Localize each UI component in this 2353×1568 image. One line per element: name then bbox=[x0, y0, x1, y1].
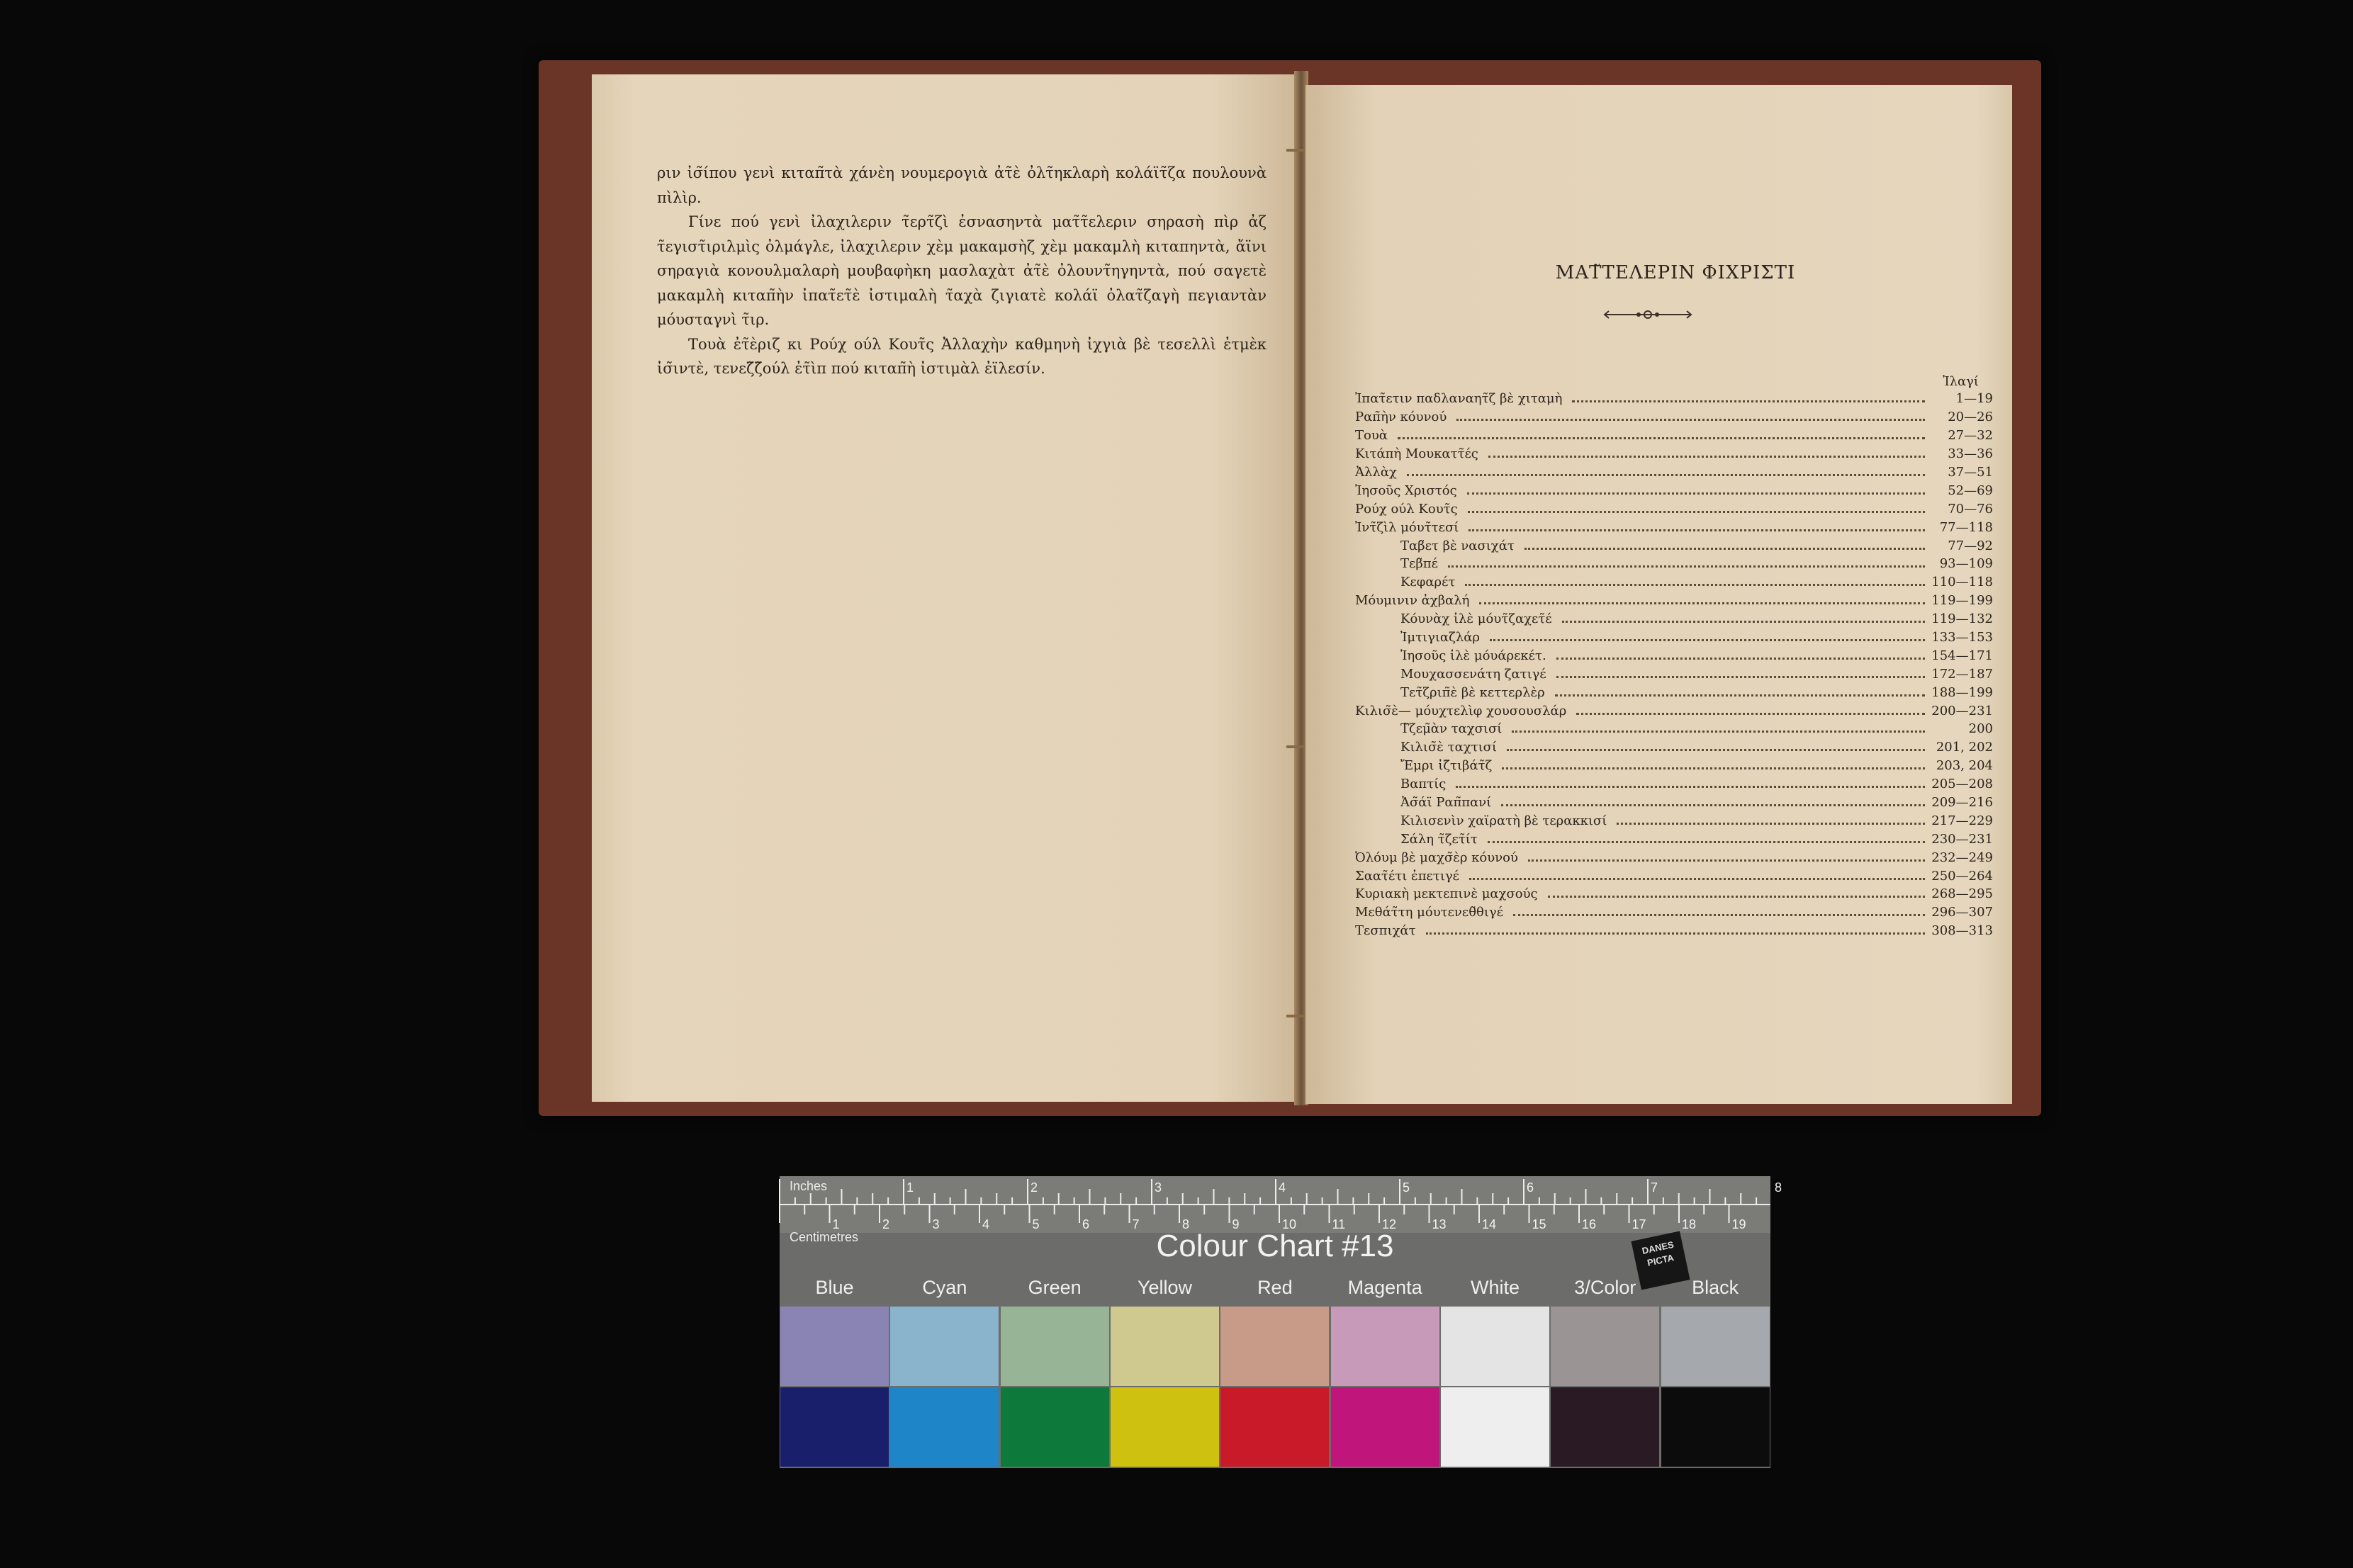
colour-chart bbox=[780, 1176, 1782, 1468]
ruler bbox=[780, 1176, 1782, 1233]
toc-leader-dots bbox=[1479, 602, 1925, 604]
toc-leader-dots bbox=[1468, 529, 1925, 531]
toc-entry bbox=[1355, 867, 1993, 885]
cm-number: 8 bbox=[1182, 1217, 1190, 1231]
toc-leader-dots bbox=[1456, 419, 1925, 421]
patch-label: White bbox=[1470, 1277, 1520, 1298]
colour-patch-dark bbox=[1001, 1387, 1109, 1467]
toc-entry-title: Ἰντ̃ζὶλ μόυτ̃τεσί bbox=[1355, 519, 1459, 535]
toc-leader-dots bbox=[1507, 749, 1925, 751]
toc-leader-dots bbox=[1528, 859, 1925, 862]
toc-entry-pages: 77—92 bbox=[1948, 538, 1993, 553]
toc-entry bbox=[1355, 848, 1993, 867]
inch-number: 2 bbox=[1031, 1180, 1038, 1195]
left-page bbox=[592, 74, 1297, 1102]
cm-number: 12 bbox=[1382, 1217, 1397, 1231]
toc-entry-title: Σαατ̃έτι ἐπετιγέ bbox=[1355, 868, 1459, 884]
toc-entry bbox=[1355, 445, 1993, 463]
toc-entry-title: Κιλισενὶν χαϊρατὴ βὲ τερακκισί bbox=[1400, 813, 1607, 828]
toc-entry-title: Τετ̃ζριπ̃ὲ βὲ κεττερλὲρ bbox=[1400, 684, 1545, 700]
toc-entry-title: Βαπτίς bbox=[1400, 777, 1447, 792]
cm-number: 10 bbox=[1282, 1217, 1297, 1231]
cm-number: 11 bbox=[1332, 1217, 1346, 1231]
toc-leader-dots bbox=[1426, 932, 1925, 935]
toc-leader-dots bbox=[1398, 437, 1925, 439]
colour-patch-light bbox=[1111, 1307, 1219, 1386]
toc-entry-title: Μεθάτ̃τη μόυτενεθ̃θιγέ bbox=[1355, 905, 1504, 920]
colour-patch-light bbox=[1331, 1307, 1439, 1386]
table-of-contents bbox=[1355, 390, 1993, 940]
toc-leader-dots bbox=[1512, 731, 1925, 733]
toc-entry-title: Ἀλλὰχ bbox=[1355, 465, 1397, 480]
toc-entry-pages: 209—216 bbox=[1931, 795, 1993, 811]
toc-entry-title: Ἰμτιγιαζλάρ bbox=[1400, 630, 1480, 645]
inch-number: 1 bbox=[906, 1180, 914, 1195]
colour-patch-light bbox=[1220, 1307, 1329, 1386]
patch-label: Blue bbox=[815, 1277, 854, 1298]
toc-entry bbox=[1355, 463, 1993, 482]
toc-leader-dots bbox=[1562, 621, 1925, 623]
toc-leader-dots bbox=[1617, 823, 1925, 825]
toc-entry-title: Τεβ̃πέ bbox=[1400, 556, 1438, 572]
inches-label: Inches bbox=[790, 1179, 828, 1193]
toc-entry bbox=[1355, 683, 1993, 701]
toc-entry-title: Τεσπιχάτ bbox=[1355, 923, 1416, 939]
colour-patch-light bbox=[1661, 1307, 1770, 1386]
toc-entry bbox=[1355, 720, 1993, 738]
toc-entry bbox=[1355, 701, 1993, 720]
toc-leader-dots bbox=[1468, 511, 1925, 513]
toc-entry bbox=[1355, 555, 1993, 573]
cm-number: 4 bbox=[982, 1217, 990, 1231]
page-column-header: Ἰλαγί bbox=[1943, 374, 1979, 389]
left-page-text bbox=[657, 161, 1267, 381]
toc-entry bbox=[1355, 922, 1993, 940]
cm-number: 16 bbox=[1582, 1217, 1597, 1231]
cm-number: 7 bbox=[1132, 1217, 1140, 1231]
toc-leader-dots bbox=[1555, 694, 1925, 696]
colour-patch-light bbox=[1001, 1307, 1109, 1386]
toc-entry-pages: 33—36 bbox=[1948, 446, 1993, 462]
toc-entry-title: Ἀσ̃άϊ Ραπ̃πανί bbox=[1400, 795, 1492, 811]
toc-leader-dots bbox=[1502, 767, 1925, 769]
toc-entry-title: Σάλη τ̃ζετ̃ίτ bbox=[1400, 831, 1478, 847]
toc-entry-pages: 200 bbox=[1968, 721, 1993, 737]
patch-label: 3/Color bbox=[1574, 1277, 1636, 1298]
toc-entry-pages: 188—199 bbox=[1931, 684, 1993, 700]
toc-entry-title: Κεφαρέτ bbox=[1400, 575, 1456, 590]
toc-entry-pages: 172—187 bbox=[1931, 666, 1993, 682]
colour-patch-dark bbox=[1661, 1387, 1770, 1467]
toc-leader-dots bbox=[1556, 676, 1925, 678]
toc-leader-dots bbox=[1488, 841, 1925, 843]
toc-leader-dots bbox=[1576, 713, 1925, 715]
toc-entry bbox=[1355, 885, 1993, 903]
toc-entry-pages: 296—307 bbox=[1931, 905, 1993, 920]
cm-number: 14 bbox=[1482, 1217, 1497, 1231]
toc-leader-dots bbox=[1465, 584, 1925, 586]
toc-entry-pages: 119—199 bbox=[1931, 593, 1993, 609]
colour-patch-dark bbox=[890, 1387, 999, 1467]
toc-entry bbox=[1355, 646, 1993, 665]
patch-label: Yellow bbox=[1137, 1277, 1193, 1298]
toc-entry-pages: 200—231 bbox=[1931, 703, 1993, 718]
patch-label: Green bbox=[1028, 1277, 1082, 1298]
toc-entry bbox=[1355, 573, 1993, 592]
toc-entry-title: Τ̃ζεμ̃ὰν ταχσισί bbox=[1400, 721, 1503, 737]
toc-entry-pages: 308—313 bbox=[1931, 923, 1993, 939]
toc-entry-pages: 203, 204 bbox=[1936, 758, 1993, 774]
toc-entry-pages: 52—69 bbox=[1948, 483, 1993, 498]
toc-entry-pages: 201, 202 bbox=[1936, 740, 1993, 755]
toc-entry bbox=[1355, 738, 1993, 757]
toc-entry bbox=[1355, 610, 1993, 628]
centimetres-label: Centimetres bbox=[790, 1230, 859, 1244]
toc-leader-dots bbox=[1448, 565, 1925, 568]
toc-entry bbox=[1355, 536, 1993, 555]
toc-entry-title: Ἰησοῦς Χριστός bbox=[1355, 483, 1457, 498]
toc-entry bbox=[1355, 830, 1993, 848]
toc-entry-pages: 20—26 bbox=[1948, 410, 1993, 425]
danes-picta-logo: DANES PICTA bbox=[1631, 1231, 1690, 1290]
paragraph: Γίνε πού γενὶ ἰλαχιλεριν τ̃ερτ̃ζὶ ἐσνασηντὰ ματ̃τ̃ελεριν σηρασὴ πὶρ ἀζ τ̃εγιστ̃ιριλμὶς ὀλμάγλε, ἰλαχιλεριν χὲμ μακαμσὴζ χὲμ μακαμλὴ κιταπηντὰ, ἄϊνι σηραγιὰ κονουλμαλαρὴ μουβαφὴκη μασλαχὰτ ἀτ̃ὲ ὀλουντ̃ηγηντὰ, πού σαγετὲ μακαμλὴ κιταπ̃ὴν ἰπατ̃ετ̃ὲ ἰστιμαλὴ τ̃αχὰ ζιγιατὲ κολάϊ ὀλατ̃ζαγὴ πεγιαντὰν μόυσταγνὶ τ̃ιρ. bbox=[657, 213, 1267, 328]
toc-entry-title: Ρούχ ούλ Κουτ̃ς bbox=[1355, 501, 1458, 517]
cm-number: 17 bbox=[1632, 1217, 1646, 1231]
toc-entry-pages: 27—32 bbox=[1948, 428, 1993, 444]
toc-entry-title: Κόυνὰχ ἰλὲ μόυτ̃ζαχετ̃έ bbox=[1400, 611, 1552, 627]
toc-entry-title: Κυριακὴ μεκτεπινὲ μαχσούς bbox=[1355, 886, 1538, 902]
right-page bbox=[1305, 85, 2012, 1104]
toc-entry bbox=[1355, 592, 1993, 610]
toc-entry bbox=[1355, 628, 1993, 647]
toc-entry-title: Κιτάπὴ Μουκαττ̃ές bbox=[1355, 446, 1478, 462]
colour-patch-dark bbox=[1220, 1387, 1329, 1467]
toc-entry-pages: 119—132 bbox=[1931, 611, 1993, 627]
toc-entry-title: Ἔμρι ἰζ̃τιβάτ̃ζ bbox=[1400, 758, 1493, 774]
toc-leader-dots bbox=[1501, 804, 1925, 806]
toc-entry-pages: 110—118 bbox=[1931, 575, 1993, 590]
toc-title: ΜΑΤ̃ΤΕΛΕΡΙΝ ΦΙΧΡΙΣΤΙ bbox=[1555, 262, 1796, 283]
cm-number: 1 bbox=[832, 1217, 840, 1231]
colour-patch-light bbox=[1441, 1307, 1549, 1386]
toc-entry-title: Τουὰ bbox=[1355, 428, 1388, 444]
toc-leader-dots bbox=[1490, 639, 1925, 641]
toc-leader-dots bbox=[1556, 658, 1925, 660]
cm-number: 9 bbox=[1232, 1217, 1240, 1231]
colour-patch-dark bbox=[780, 1387, 889, 1467]
cm-number: 13 bbox=[1432, 1217, 1447, 1231]
toc-leader-dots bbox=[1524, 548, 1925, 550]
toc-entry-pages: 93—109 bbox=[1939, 556, 1993, 572]
colour-chart-title: Colour Chart #13 bbox=[1156, 1229, 1394, 1263]
toc-entry-pages: 70—76 bbox=[1948, 501, 1993, 517]
patch-label: Magenta bbox=[1347, 1277, 1422, 1298]
toc-entry-title: Ὀλόυμ βὲ μαχσ̃ὲρ κόυνού bbox=[1355, 850, 1518, 865]
toc-leader-dots bbox=[1467, 492, 1925, 495]
patch-label: Cyan bbox=[922, 1277, 967, 1298]
toc-entry-pages: 37—51 bbox=[1948, 465, 1993, 480]
inch-number: 7 bbox=[1651, 1180, 1658, 1195]
cm-number: 6 bbox=[1082, 1217, 1090, 1231]
toc-entry bbox=[1355, 500, 1993, 518]
toc-entry bbox=[1355, 665, 1993, 683]
colour-patch-light bbox=[780, 1307, 889, 1386]
patch-label: Red bbox=[1257, 1277, 1293, 1298]
patch-labels bbox=[780, 1277, 1770, 1305]
cm-number: 3 bbox=[932, 1217, 940, 1231]
toc-entry bbox=[1355, 757, 1993, 775]
paragraph: Τουὰ ἐτ̃ὲριζ κι Ρούχ ούλ Κουτ̃ς Ἀλλαχὴν καθμηνὴ ἰχγιὰ βὲ τεσελλὶ ἐτμὲκ ἰσ̃ιντὲ, τενεζ̃ζ̃ούλ ἐτ̃ὶπ πού κιταπ̃ὴ ἰστιμὰλ ἐϊλεσίν. bbox=[657, 335, 1267, 377]
inch-number: 6 bbox=[1527, 1180, 1534, 1195]
toc-entry-pages: 230—231 bbox=[1931, 831, 1993, 847]
colour-patch-light bbox=[1551, 1307, 1659, 1386]
toc-entry-title: Ραπ̃ὴν κόυνού bbox=[1355, 410, 1447, 425]
cm-number: 2 bbox=[882, 1217, 890, 1231]
patch-label: Black bbox=[1692, 1277, 1739, 1298]
toc-entry-pages: 154—171 bbox=[1931, 648, 1993, 663]
toc-leader-dots bbox=[1456, 786, 1925, 788]
toc-leader-dots bbox=[1469, 878, 1925, 880]
colour-patch-dark bbox=[1441, 1387, 1549, 1467]
toc-entry bbox=[1355, 518, 1993, 536]
toc-entry bbox=[1355, 408, 1993, 427]
cm-number: 5 bbox=[1032, 1217, 1040, 1231]
toc-entry-title: Ταβ̃ετ βὲ νασιχάτ bbox=[1400, 538, 1515, 553]
cm-number: 18 bbox=[1682, 1217, 1697, 1231]
toc-entry-title: Κιλισ̃ὲ ταχτισί bbox=[1400, 740, 1498, 755]
toc-entry-pages: 77—118 bbox=[1939, 519, 1993, 535]
inch-number: 4 bbox=[1279, 1180, 1286, 1195]
toc-leader-dots bbox=[1407, 474, 1925, 476]
cm-number: 15 bbox=[1532, 1217, 1546, 1231]
toc-entry-title: Κιλισ̃ὲ— μόυχτελὶφ χουσουσλάρ bbox=[1355, 703, 1567, 718]
toc-entry-title: Μόυμινιν ἀχβαλή bbox=[1355, 593, 1470, 609]
toc-entry bbox=[1355, 427, 1993, 445]
colour-patch-dark bbox=[1111, 1387, 1219, 1467]
toc-entry bbox=[1355, 481, 1993, 500]
colour-patch-dark bbox=[1331, 1387, 1439, 1467]
toc-entry-pages: 205—208 bbox=[1931, 777, 1993, 792]
toc-entry-pages: 232—249 bbox=[1931, 850, 1993, 865]
toc-entry bbox=[1355, 903, 1993, 922]
toc-entry bbox=[1355, 811, 1993, 830]
inch-number: 3 bbox=[1155, 1180, 1162, 1195]
toc-entry-pages: 217—229 bbox=[1931, 813, 1993, 828]
inch-number: 8 bbox=[1775, 1180, 1782, 1195]
toc-entry-pages: 250—264 bbox=[1931, 868, 1993, 884]
toc-entry-pages: 1—19 bbox=[1955, 391, 1993, 407]
toc-leader-dots bbox=[1488, 456, 1925, 458]
toc-entry-title: Ἰπατ̃ετιν παδλαναητ̃ζ βὲ χιταμὴ bbox=[1355, 391, 1563, 407]
toc-entry bbox=[1355, 794, 1993, 812]
toc-entry-pages: 133—153 bbox=[1931, 630, 1993, 645]
toc-entry-title: Ἰησοῦς ἰλὲ μόυάρεκέτ. bbox=[1400, 648, 1546, 663]
toc-leader-dots bbox=[1548, 896, 1925, 898]
inch-number: 5 bbox=[1403, 1180, 1410, 1195]
toc-entry-pages: 268—295 bbox=[1931, 886, 1993, 902]
toc-leader-dots bbox=[1513, 914, 1925, 916]
toc-leader-dots bbox=[1572, 400, 1925, 402]
colour-patch-light bbox=[890, 1307, 999, 1386]
toc-entry bbox=[1355, 390, 1993, 408]
paragraph: ριν ἰσ̃ίπου γενὶ κιταπ̃τὰ χάνὲη νουμερογιὰ ἀτ̃ὲ ὀλτ̃ηκλαρὴ κολάϊτ̃ζα πουλουνὰ πὶλὶρ. bbox=[657, 164, 1267, 206]
colour-patch-dark bbox=[1551, 1387, 1659, 1467]
toc-entry bbox=[1355, 775, 1993, 794]
cm-number: 19 bbox=[1731, 1217, 1746, 1231]
ornament-icon bbox=[1602, 309, 1694, 320]
toc-entry-title: Μουχασσενάτη ζατιγέ bbox=[1400, 666, 1546, 682]
